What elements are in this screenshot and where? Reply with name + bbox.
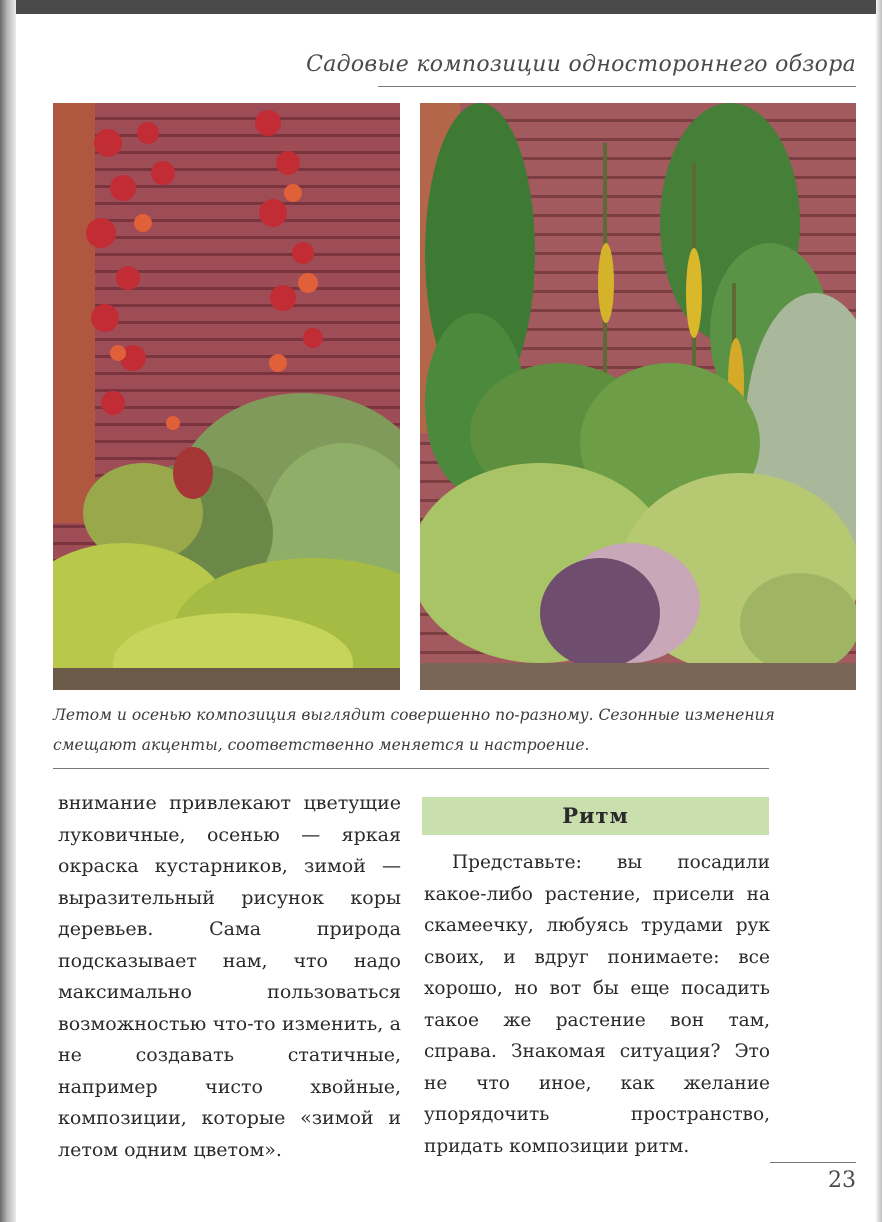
- page-gutter-shadow: [0, 0, 16, 1222]
- photo-summer-composition: [420, 103, 856, 690]
- figure-caption: Летом и осенью композиция выглядит совершенно по-разному. Сезонные изменения смещают акценты, соответственно меняется и настроение.: [53, 706, 775, 754]
- folio-rule: [770, 1162, 856, 1163]
- running-title: Садовые композиции одностороннего обзора: [306, 52, 856, 77]
- photo-autumn-composition: [53, 103, 400, 690]
- body-text-right-column: Представьте: вы посадили какое-либо растение, присели на скамеечку, любуясь трудами рук своих, и вдруг понимаете: все хорошо, но вот бы еще посадить такое же растение вон там, справа. Знакомая ситуация? Это не что иное, как желание упорядочить пространство, придать композиции ритм.: [424, 852, 770, 1157]
- body-text-left-column: внимание привлекают цветущие луковичные, осенью — яркая окраска кустарников, зимой — выразительный рисунок коры деревьев. Сама природа подсказывает нам, что надо максимально пользоваться возможностью что-то изменить, а не создавать статичные, например чисто хвойные, композиции, которые «зимой и летом одним цветом».: [58, 792, 401, 1161]
- section-title: Ритм: [562, 803, 629, 828]
- caption-rule: [53, 768, 769, 769]
- page-right-edge: [876, 0, 882, 1222]
- page-number: 23: [828, 1168, 856, 1193]
- scan-top-edge: [0, 0, 882, 14]
- header-rule: [378, 86, 856, 87]
- section-heading-box: [422, 797, 769, 835]
